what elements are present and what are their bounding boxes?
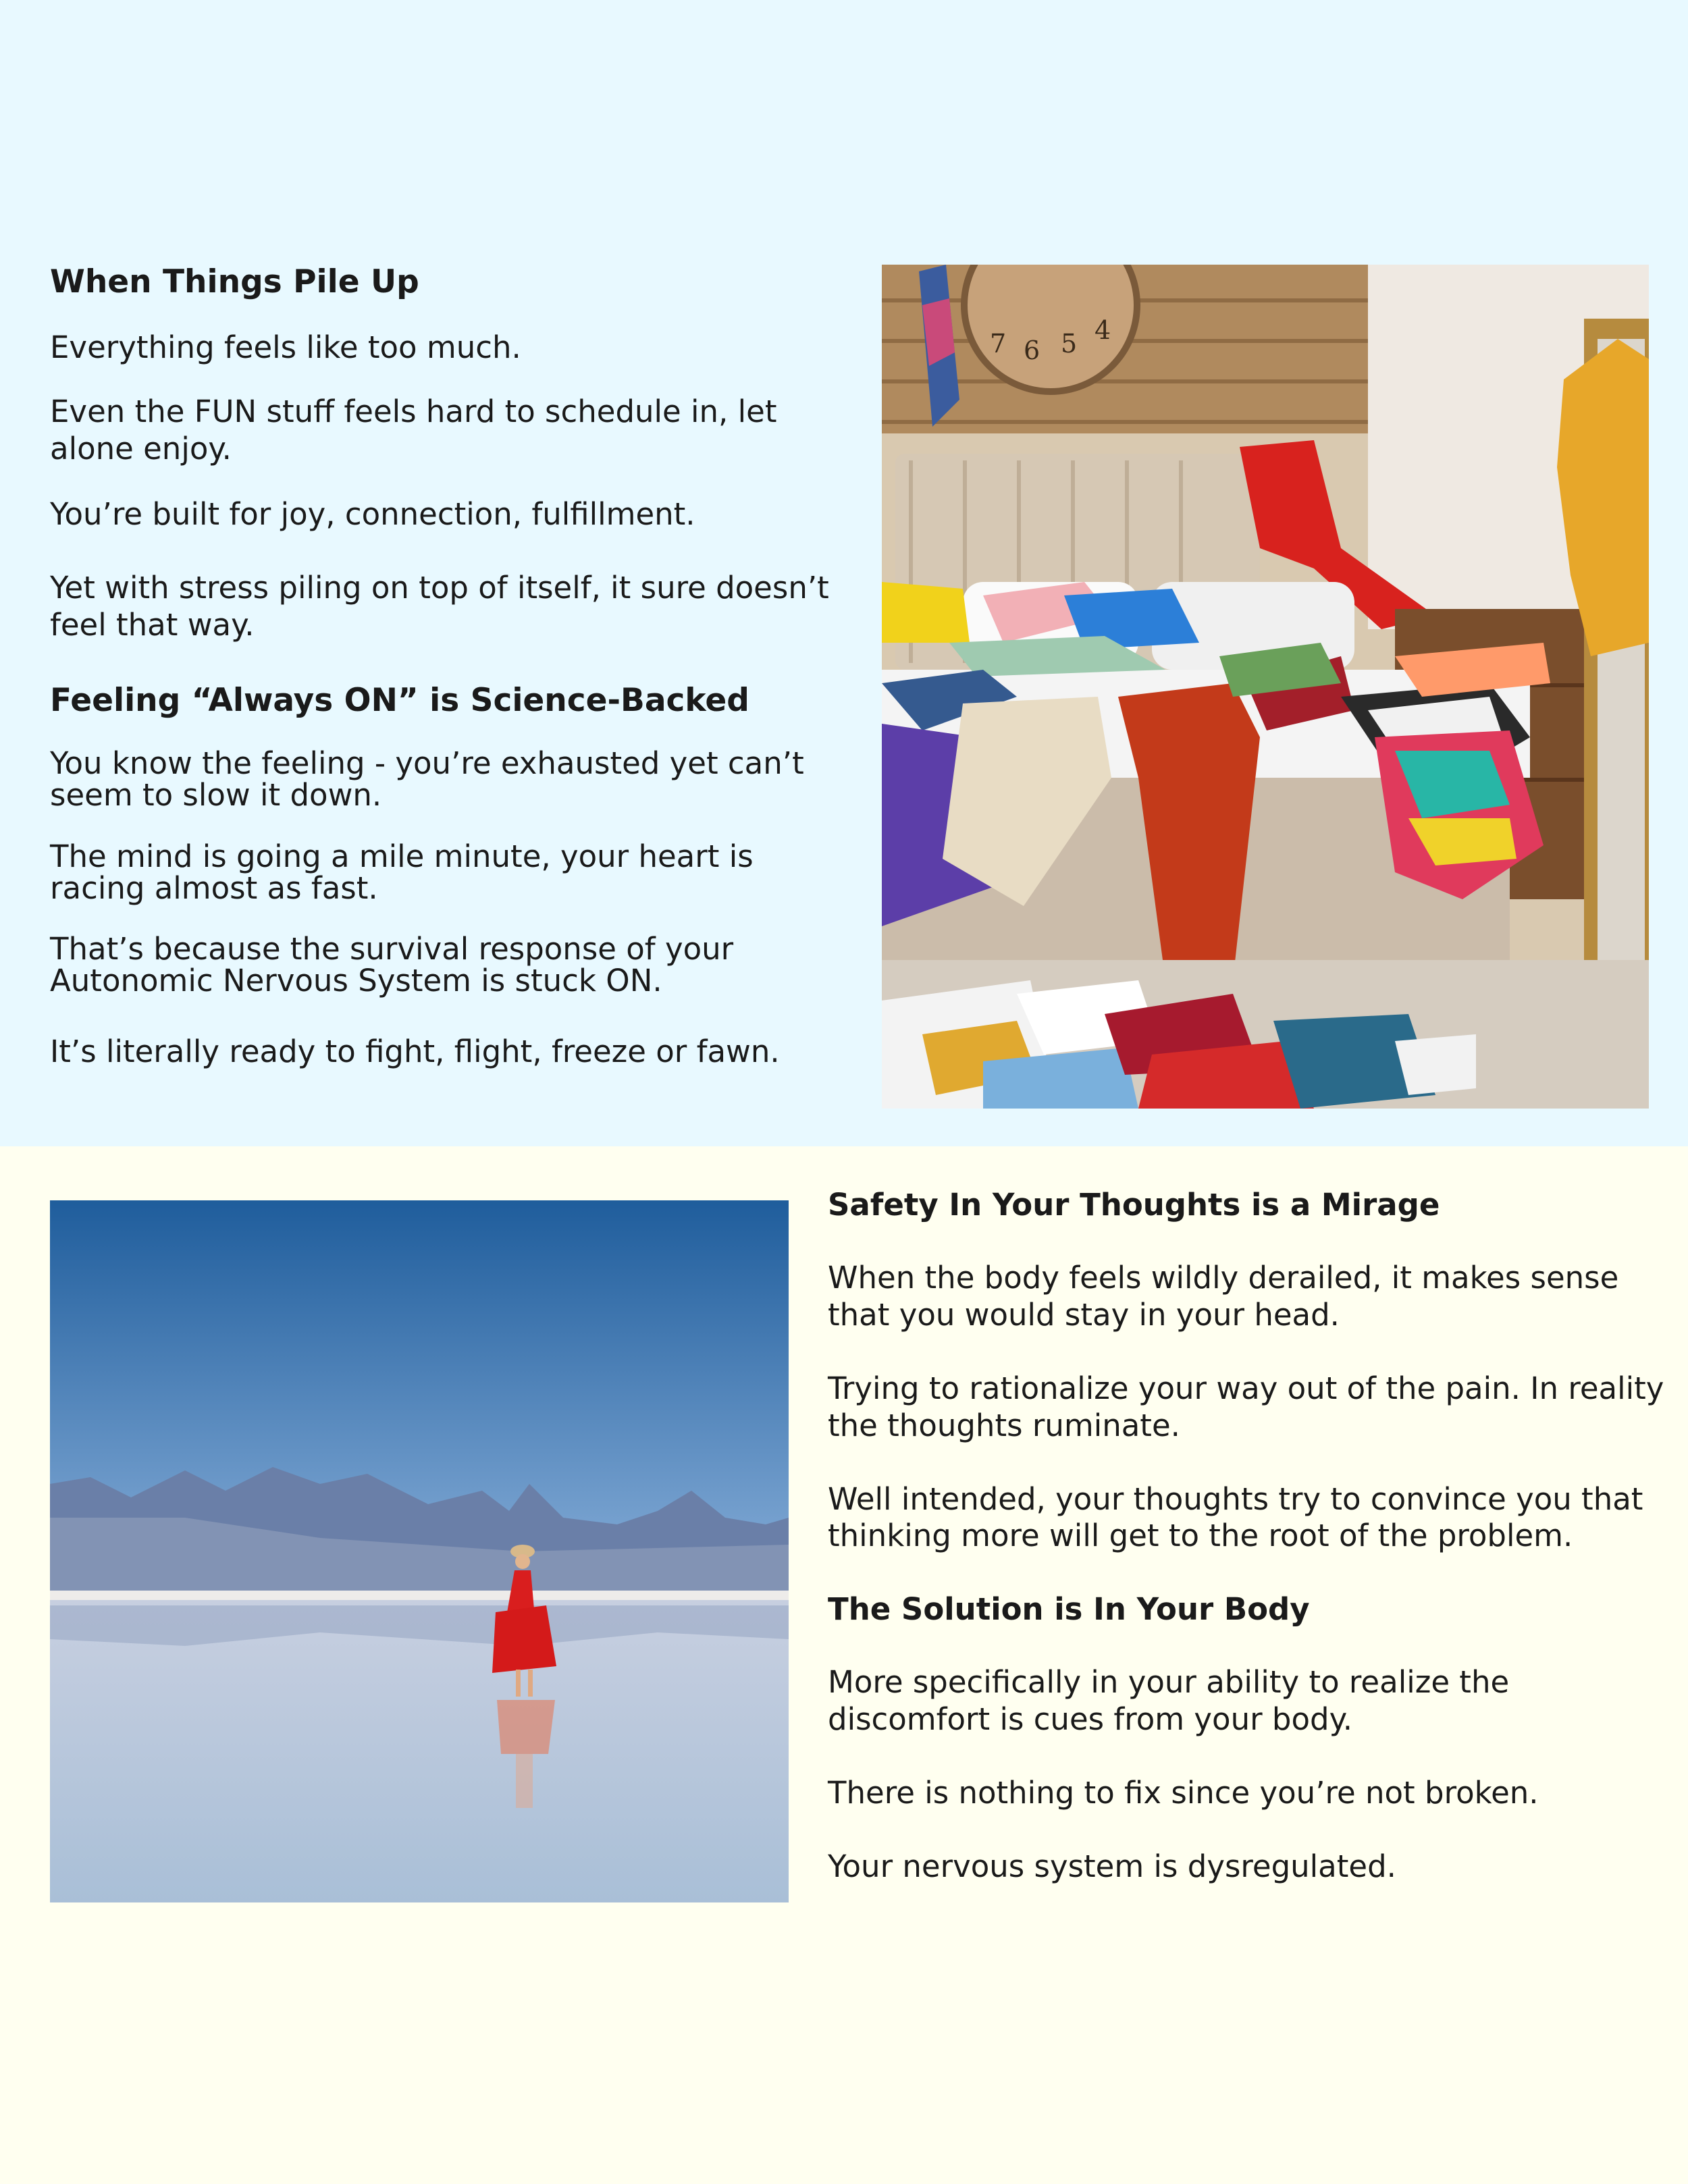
paragraph: That’s because the survival response of your Autonomic Nervous System is stuck ON. [50,931,734,999]
paragraph: You’re built for joy, connection, fulfillment. [50,496,695,533]
top-text-column [50,263,853,1071]
paragraph: Trying to rationalize your way out of the pain. In reality the thoughts ruminate. [828,1370,1664,1443]
paragraph: Yet with stress piling on top of itself, it sure doesn’t feel that way. [50,569,829,643]
clock-digit: 7 [990,329,1007,358]
paragraph: There is nothing to fix since you’re not broken. [828,1775,1539,1811]
paragraph: Even the FUN stuff feels hard to schedule in, let alone enjoy. [50,394,777,467]
salt-flat-woman-photo [50,1200,789,1902]
paragraph: Everything feels like too much. [50,329,521,366]
messy-bedroom-photo [882,265,1649,1109]
clock-digit: 6 [1024,336,1040,365]
heading-always-on: Feeling “Always ON” is Science-Backed [50,681,749,719]
paragraph: More specifically in your ability to realize the discomfort is cues from your body. [828,1664,1510,1738]
heading-things-pile-up: When Things Pile Up [50,263,419,300]
clock-digit: 5 [1061,329,1078,358]
heading-safety-mirage: Safety In Your Thoughts is a Mirage [828,1187,1440,1223]
paragraph: Well intended, your thoughts try to convince you that thinking more will get to the root of the problem. [828,1481,1643,1554]
bottom-text-column [828,1187,1665,1886]
clock-digit: 4 [1094,315,1111,345]
paragraph: When the body feels wildly derailed, it makes sense that you would stay in your head. [828,1260,1619,1333]
paragraph: You know the feeling - you’re exhausted yet can’t seem to slow it down. [50,745,804,813]
paragraph: Your nervous system is dysregulated. [828,1848,1396,1885]
paragraph: The mind is going a mile minute, your heart is racing almost as fast. [50,838,754,906]
heading-solution-in-body: The Solution is In Your Body [828,1591,1310,1628]
paragraph: It’s literally ready to fight, flight, freeze or fawn. [50,1033,780,1069]
